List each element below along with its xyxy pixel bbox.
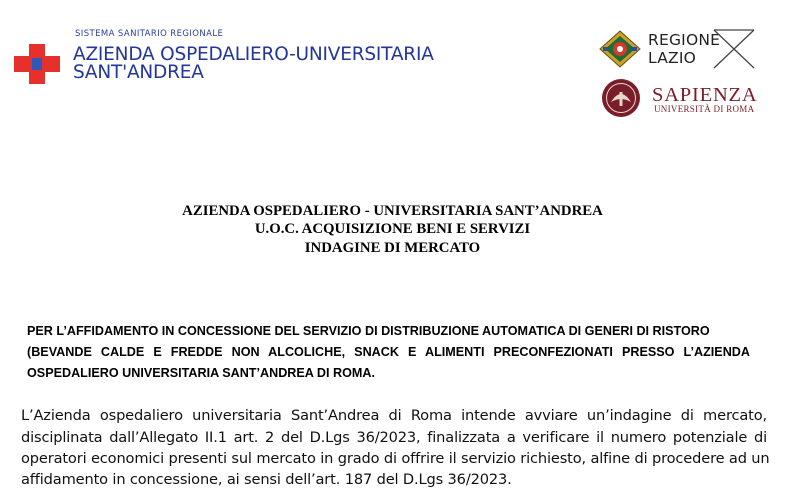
body-paragraph-line1: L’Azienda ospedaliero universitaria Sant’Andrea di Roma intende avviare un’indagine di mercato, [21, 407, 767, 424]
hospital-name-line2: SANT'ANDREA [73, 62, 204, 83]
regione-label: REGIONE [648, 31, 721, 49]
regione-lazio-x-mark-icon [712, 28, 756, 70]
sapienza-seal-icon [601, 78, 641, 118]
body-paragraph-line3: operatori economici presenti sul mercato in grado di offrire il servizio richiesto, alfine di procedere ad un [21, 450, 770, 467]
sapienza-wordmark: SAPIENZA [652, 84, 758, 106]
regional-health-system-label: SISTEMA SANITARIO REGIONALE [75, 29, 224, 39]
body-paragraph-line2: disciplinata dall’Allegato II.1 art. 2 del D.Lgs 36/2023, finalizzata a verificare il numero potenziale di [21, 429, 767, 446]
red-cross-logo-icon [14, 44, 60, 84]
body-paragraph-line4: affidamento in concessione, ai sensi dell’art. 187 del D.Lgs 36/2023. [21, 471, 512, 488]
hospital-name-line1: AZIENDA OSPEDALIERO-UNIVERSITARIA [73, 44, 434, 65]
subject-line3: OSPEDALIERO UNIVERSITARIA SANT’ANDREA DI ROMA. [27, 366, 375, 380]
document-title-line1: AZIENDA OSPEDALIERO - UNIVERSITARIA SANT’ANDREA [182, 203, 603, 219]
document-title-line2: U.O.C. ACQUISIZIONE BENI E SERVIZI [254, 221, 531, 237]
lazio-label: LAZIO [648, 49, 696, 67]
subject-line1: PER L’AFFIDAMENTO IN CONCESSIONE DEL SERVIZIO DI DISTRIBUZIONE AUTOMATICA DI GENERI DI RISTORO [27, 324, 710, 338]
universita-di-roma-label: UNIVERSITÀ DI ROMA [654, 104, 755, 114]
regione-lazio-emblem-icon [599, 30, 641, 68]
document-title-line3: INDAGINE DI MERCATO [304, 240, 481, 256]
subject-line2: (BEVANDE CALDE E FREDDE NON ALCOLICHE, SNACK E ALIMENTI PRECONFEZIONATI PRESSO L’AZIENDA [27, 345, 750, 359]
